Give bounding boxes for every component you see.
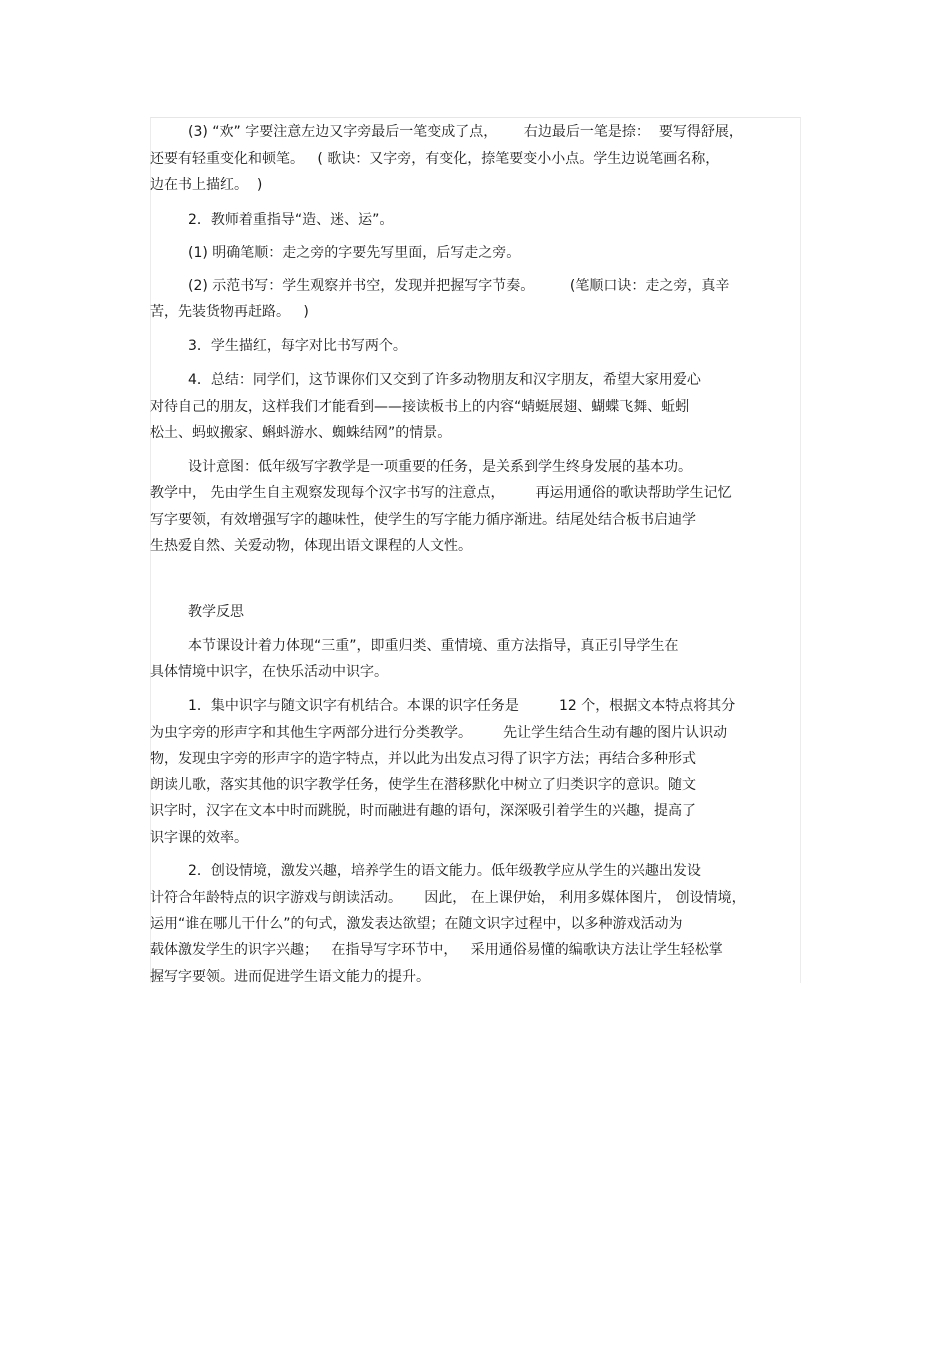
text-line: 握写字要领。进而促进学生语文能力的提升。 xyxy=(150,969,430,985)
text-line: 2．创设情境，激发兴趣，培养学生的语文能力。低年级教学应从学生的兴趣出发设 xyxy=(188,863,701,879)
text-line: 边在书上描红。 ) xyxy=(150,177,263,193)
text-line: 运用“谁在哪儿干什么”的句式，激发表达欲望；在随文识字过程中，以多种游戏活动为 xyxy=(150,916,683,932)
text-line: 还要有轻重变化和顿笔。 ( 歌诀：又字旁，有变化，捺笔要变小小点。学生边说笔画名称， xyxy=(150,151,720,167)
text-line: 写字要领，有效增强写字的趣味性，使学生的写字能力循序渐进。结尾处结合板书启迪学 xyxy=(150,512,696,528)
text-line: 2．教师着重指导“造、迷、运”。 xyxy=(188,212,394,228)
text-line: 物，发现虫字旁的形声字的造字特点，并以此为出发点习得了识字方法；再结合多种形式 xyxy=(150,751,696,767)
text-line: 为虫字旁的形声字和其他生字两部分进行分类教学。 先让学生结合生动有趣的图片认识动 xyxy=(150,725,728,741)
text-line: (2) 示范书写：学生观察并书空，发现并把握写字节奏。 (笔顺口诀：走之旁，真辛 xyxy=(188,278,730,294)
text-line: 教学中， 先由学生自主观察发现每个汉字书写的注意点， 再运用通俗的歌诀帮助学生记忆 xyxy=(150,485,732,501)
text-line: 本节课设计着力体现“三重”，即重归类、重情境、重方法指导，真正引导学生在 xyxy=(188,638,679,654)
text-line: 朗读儿歌，落实其他的识字教学任务，使学生在潜移默化中树立了归类识字的意识。随文 xyxy=(150,777,696,793)
section-heading: 教学反思 xyxy=(188,604,244,620)
text-line: 具体情境中识字，在快乐活动中识字。 xyxy=(150,664,388,680)
text-line: 生热爱自然、关爱动物，体现出语文课程的人文性。 xyxy=(150,538,472,554)
text-line: 1．集中识字与随文识字有机结合。本课的识字任务是 12 个，根据文本特点将其分 xyxy=(188,698,736,714)
text-line: 设计意图：低年级写字教学是一项重要的任务，是关系到学生终身发展的基本功。 xyxy=(188,459,692,475)
text-line: 对待自己的朋友，这样我们才能看到——接读板书上的内容“蜻蜓展翅、蝴蝶飞舞、蚯蚓 xyxy=(150,399,690,415)
text-line: 识字课的效率。 xyxy=(150,830,248,846)
text-line: 载体激发学生的识字兴趣； 在指导写字环节中， 采用通俗易懂的编歌诀方法让学生轻松掌 xyxy=(150,942,723,958)
text-line: 计符合年龄特点的识字游戏与朗读活动。 因此， 在上课伊始， 利用多媒体图片， 创设情境， xyxy=(150,890,746,906)
text-line: 松土、蚂蚁搬家、蝌蚪游水、蜘蛛结网”的情景。 xyxy=(150,425,452,441)
text-line: (1) 明确笔顺：走之旁的字要先写里面，后写走之旁。 xyxy=(188,245,521,261)
text-line: (3) “欢” 字要注意左边又字旁最后一笔变成了点， 右边最后一笔是捺： 要写得舒展， xyxy=(188,124,743,140)
text-line: 识字时，汉字在文本中时而跳脱，时而融进有趣的语句，深深吸引着学生的兴趣，提高了 xyxy=(150,803,696,819)
text-line: 4．总结：同学们，这节课你们又交到了许多动物朋友和汉字朋友，希望大家用爱心 xyxy=(188,372,701,388)
text-line: 3．学生描红，每字对比书写两个。 xyxy=(188,338,407,354)
text-line: 苦，先装货物再赶路。 ) xyxy=(150,304,309,320)
